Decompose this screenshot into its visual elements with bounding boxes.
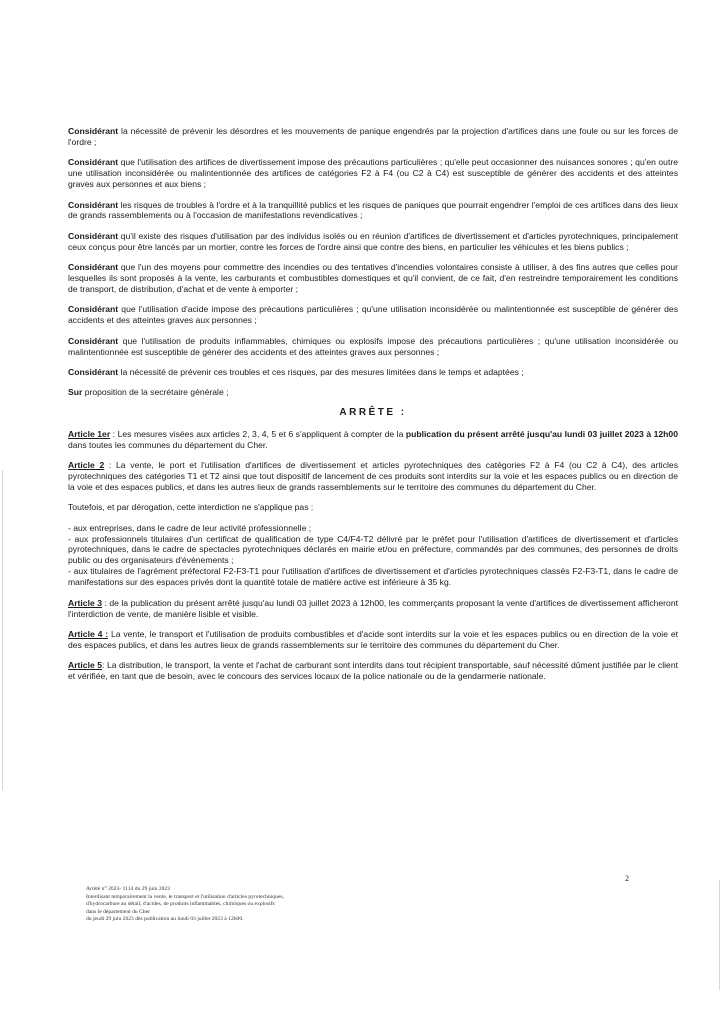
- document-body: [68, 126, 678, 692]
- exceptions-list: [68, 523, 678, 588]
- page-number: 2: [625, 874, 629, 883]
- document-footer: [86, 886, 406, 924]
- considerant-paragraph: Considérant que l'un des moyens pour commettre des incendies ou des tentatives d'incendies volontaires consiste à utiliser, à des fins autres que celles pour lesquelles ils sont proposés à la vente, les carburants et combustibles domestiques et qu'il convient, de ce fait, d'en restreindre temporairement les conditions de transport, de distribution, d'achat et de vente à emporter ;: [68, 262, 678, 294]
- article-2: Article 2 : La vente, le port et l'utilisation d'artifices de divertissement et articles pyrotechniques des catégories F2 à F4 (ou C2 à C4), des articles pyrotechniques des catégories T1 et T2 ainsi que tout dispositif de lancement de ces produits sont interdits sur la voie et les espaces publics ou en direction de la voie et des espaces publics, et dans les autres lieux de grands rassemblements sur le territoire des communes du département du Cher.: [68, 460, 678, 492]
- article-1: Article 1er : Les mesures visées aux articles 2, 3, 4, 5 et 6 s'appliquent à compter de la publication du présent arrêté jusqu'au lundi 03 juillet 2023 à 12h00 dans toutes les communes du département du Cher.: [68, 428, 678, 450]
- considerant-paragraph: Considérant les risques de troubles à l'ordre et à la tranquillité publics et les risques de paniques que pourrait engendrer l'emploi de ces artifices dans des lieux de grands rassemblements ou à l'occasion de manifestations revendicatives ;: [68, 199, 678, 221]
- article-2-label: Article 2: [68, 460, 105, 471]
- derogation-paragraph: Toutefois, et par dérogation, cette interdiction ne s'applique pas :: [68, 502, 314, 513]
- considerant-paragraph: Considérant que l'utilisation des artifices de divertissement impose des précautions particulières ; qu'elle peut occasionner des nuisances sonores ; qu'en outre une utilisation inconsidérée ou malintentionnée des artifices de catégories F2 à F4 (ou C2 à C4) est susceptible de générer des accidents et des atteintes graves aux personnes et aux biens ;: [68, 157, 678, 190]
- considerant-paragraph: Considérant la nécessité de prévenir les désordres et les mouvements de panique engendrés par la projection d'artifices dans une foule ou sur les forces de l'ordre ;: [68, 126, 678, 147]
- article-4-label: Article 4 :: [68, 628, 109, 639]
- article-1-label: Article 1er: [68, 428, 111, 439]
- scan-edge-mark: [719, 880, 720, 990]
- footer-line: du jeudi 29 juin 2023 dès publication au lundi 03 juillet 2023 à 12h00.: [86, 916, 244, 923]
- list-item: - aux entreprises, dans le cadre de leur activité professionnelle ;: [68, 522, 312, 533]
- decree-heading: ARRÊTE :: [339, 406, 407, 418]
- proposition-paragraph: Sur proposition de la secrétaire générale ;: [68, 387, 229, 398]
- article-5-label: Article 5: [68, 660, 103, 671]
- article-3-label: Article 3: [68, 597, 102, 608]
- scan-edge-mark: [2, 470, 3, 790]
- footer-line: Interdisant temporairement la vente, le transport et l'utilisation d'articles pyrotechniques,: [86, 893, 284, 900]
- footer-line: d'hydrocarbure au détail, d'acides, de produits inflammables, chimiques ou explosifs: [86, 901, 275, 908]
- considerant-paragraph: Considérant que l'utilisation d'acide impose des précautions particulières ; qu'une utilisation inconsidérée ou malintentionnée est susceptible de générer des accidents et des atteintes graves aux personnes ;: [68, 304, 678, 326]
- footer-line: dans le département du Cher: [86, 908, 150, 915]
- list-item: - aux titulaires de l'agrément préfectoral F2-F3-T1 pour l'utilisation d'artifices de divertissement et d'articles pyrotechniques classés F2-F3-T1, dans le cadre de manifestations sur des espaces privés dont la quantité totale de matière active est inférieure à 35 kg.: [68, 566, 678, 588]
- considerant-paragraph: Considérant la nécessité de prévenir ces troubles et ces risques, par des mesures limitées dans le temps et adaptées ;: [68, 367, 524, 377]
- article-3: Article 3 : de la publication du présent arrêté jusqu'au lundi 03 juillet 2023 à 12h00, les commerçants proposant la vente d'artifices de divertissement afficheront l'interdiction de vente, de manière lisible et visible.: [68, 597, 678, 619]
- considerant-paragraph: Considérant que l'utilisation de produits inflammables, chimiques ou explosifs impose des précautions particulières ; qu'une utilisation inconsidérée ou malintentionnée est susceptible de générer des accidents et des atteintes graves aux personnes ;: [68, 335, 678, 357]
- list-item: - aux professionnels titulaires d'un certificat de qualification de type C4/F4-T2 délivré par le préfet pour l'utilisation d'artifices de divertissement et d'articles pyrotechniques, dans le cadre de spectacles pyrotechniques déclarés en mairie et/ou en préfecture, commandés par des communes, des personnes de droits public ou des organisateurs d'évènements ;: [68, 533, 678, 566]
- article-4: Article 4 : La vente, le transport et l'utilisation de produits combustibles et d'acide sont interdits sur la voie et les espaces publics ou en direction de la voie et des espaces publics, et dans les autres lieux de grands rassemblements sur le territoire des communes du département du Cher.: [68, 628, 678, 650]
- footer-line: Arrêté n° 2023- 1114 du 29 juin 2023: [86, 886, 171, 892]
- article-5: Article 5: La distribution, le transport, la vente et l'achat de carburant sont interdits dans tout récipient transportable, sauf nécessité dûment justifiée par le client et vérifiée, en tant que de besoin, avec le concours des services locaux de la police nationale ou de la gendarmerie nationale.: [68, 660, 678, 682]
- considerant-paragraph: Considérant qu'il existe des risques d'utilisation par des individus isolés ou en réunion d'artifices de divertissement et d'articles pyrotechniques, principalement ceux conçus pour être lancés par un mortier, contre les forces de l'ordre ainsi que contre des biens, en particulier les véhicules et les biens publics ;: [68, 230, 678, 252]
